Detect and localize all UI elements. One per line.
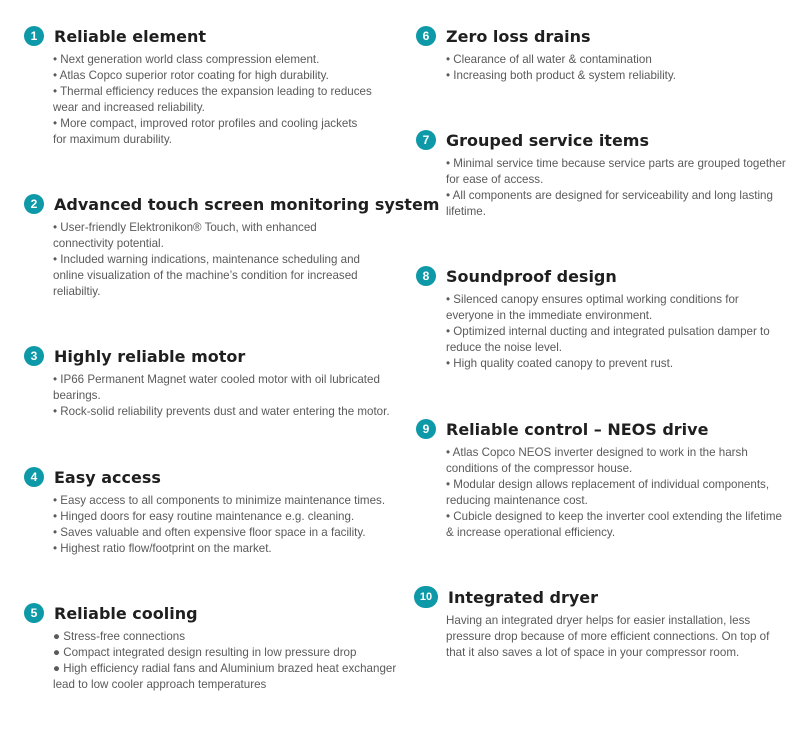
feature-title: Reliable element xyxy=(54,26,207,46)
feature-description xyxy=(53,220,371,300)
feature-line: • Cubicle designed to keep the inverter cool extending the lifetime & increase operational efficiency. xyxy=(446,510,782,539)
number-badge-icon: 10 xyxy=(414,586,438,608)
feature-title: Integrated dryer xyxy=(448,587,599,607)
feature-title: Easy access xyxy=(54,467,161,487)
feature-header xyxy=(416,127,796,153)
feature-header xyxy=(416,263,788,289)
feature-line: ● High efficiency radial fans and Aluminium brazed heat exchanger lead to low cooler approach temperatures xyxy=(53,662,397,691)
feature-line: • Hinged doors for easy routine maintenance e.g. cleaning. xyxy=(53,510,355,523)
number-badge-icon: 7 xyxy=(416,130,436,150)
number-badge-icon: 2 xyxy=(24,194,44,214)
number-badge-icon: 4 xyxy=(24,467,44,487)
feature-line: • Increasing both product & system reliability. xyxy=(446,69,677,82)
feature-line: • Atlas Copco superior rotor coating for high durability. xyxy=(53,69,329,82)
feature-line: • Optimized internal ducting and integrated pulsation damper to reduce the noise level. xyxy=(446,325,770,354)
feature-line: • Atlas Copco NEOS inverter designed to work in the harsh conditions of the compressor house. xyxy=(446,446,748,475)
feature-title: Advanced touch screen monitoring system xyxy=(54,194,440,214)
feature-line: • Highest ratio flow/footprint on the market. xyxy=(53,542,272,555)
feature-description xyxy=(53,493,396,557)
feature-header xyxy=(414,584,786,610)
feature-line: • User-friendly Elektronikon® Touch, with enhanced connectivity potential. xyxy=(53,221,317,250)
number-badge-icon: 3 xyxy=(24,346,44,366)
feature-header xyxy=(24,23,372,49)
number-badge-icon: 5 xyxy=(24,603,44,623)
feature-line: • Rock-solid reliability prevents dust and water entering the motor. xyxy=(53,405,390,418)
feature-line: • Modular design allows replacement of individual components, reducing maintenance cost. xyxy=(446,478,770,507)
feature-title: Soundproof design xyxy=(446,266,617,286)
feature-title: Zero loss drains xyxy=(446,26,591,46)
feature-description xyxy=(53,52,372,148)
feature-description xyxy=(53,629,398,693)
feature-description xyxy=(446,292,784,372)
feature-line: • All components are designed for serviceability and long lasting lifetime. xyxy=(446,189,773,218)
feature-title: Reliable control – NEOS drive xyxy=(446,419,709,439)
feature-line: • IP66 Permanent Magnet water cooled motor with oil lubricated bearings. xyxy=(53,373,380,402)
feature-description xyxy=(446,445,784,541)
feature-line: • Easy access to all components to minimize maintenance times. xyxy=(53,494,386,507)
feature-neos-drive xyxy=(416,416,788,541)
feature-line: • Next generation world class compression element. xyxy=(53,53,320,66)
feature-line: • High quality coated canopy to prevent rust. xyxy=(446,357,674,370)
feature-line: ● Compact integrated design resulting in low pressure drop xyxy=(53,646,357,659)
feature-soundproof-design xyxy=(416,263,788,372)
feature-line: • Minimal service time because service parts are grouped together for ease of access. xyxy=(446,157,786,186)
feature-touch-screen xyxy=(24,191,440,300)
feature-description xyxy=(446,613,776,661)
feature-title: Grouped service items xyxy=(446,130,649,150)
feature-description xyxy=(53,372,398,420)
feature-line: • Thermal efficiency reduces the expansion leading to reduces wear and increased reliability. xyxy=(53,85,372,114)
feature-description xyxy=(446,52,788,84)
feature-reliable-cooling xyxy=(24,600,398,693)
feature-grouped-service-items xyxy=(416,127,796,220)
feature-header xyxy=(24,464,396,490)
feature-line: ● Stress-free connections xyxy=(53,630,186,643)
feature-line: • Clearance of all water & contamination xyxy=(446,53,652,66)
feature-header xyxy=(24,600,398,626)
feature-header xyxy=(416,416,788,442)
feature-title: Reliable cooling xyxy=(54,603,198,623)
feature-line: • Saves valuable and often expensive floor space in a facility. xyxy=(53,526,366,539)
feature-line: Having an integrated dryer helps for easier installation, less pressure drop because of more efficient connections. On top of that it also saves a lot of space in your compressor room. xyxy=(446,614,770,659)
feature-description xyxy=(446,156,796,220)
feature-header xyxy=(24,191,440,217)
feature-reliable-element xyxy=(24,23,372,148)
feature-header xyxy=(24,343,396,369)
feature-zero-loss-drains xyxy=(416,23,788,84)
feature-reliable-motor xyxy=(24,343,396,420)
feature-line: • Silenced canopy ensures optimal working conditions for everyone in the immediate environment. xyxy=(446,293,739,322)
number-badge-icon: 1 xyxy=(24,26,44,46)
number-badge-icon: 6 xyxy=(416,26,436,46)
number-badge-icon: 9 xyxy=(416,419,436,439)
feature-line: • Included warning indications, maintenance scheduling and online visualization of the machine’s condition for increased reliabiltiy. xyxy=(53,253,360,298)
feature-integrated-dryer xyxy=(414,584,786,661)
number-badge-icon: 8 xyxy=(416,266,436,286)
feature-header xyxy=(416,23,788,49)
feature-easy-access xyxy=(24,464,396,557)
feature-title: Highly reliable motor xyxy=(54,346,246,366)
feature-line: • More compact, improved rotor profiles and cooling jackets for maximum durability. xyxy=(53,117,358,146)
